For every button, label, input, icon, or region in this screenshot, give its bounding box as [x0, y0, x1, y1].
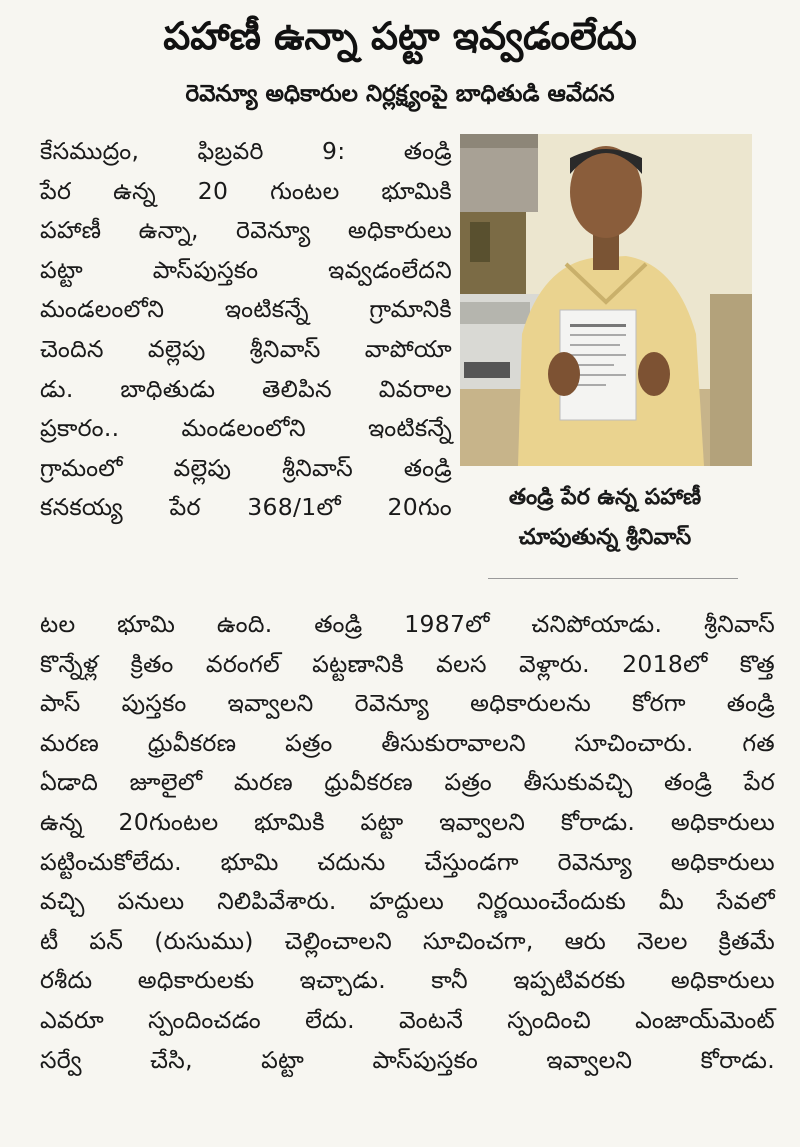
text-line: చెందిన వల్లెపు శ్రీనివాస్ వాపోయా: [40, 334, 452, 363]
text-line: రశీదు అధికారులకు ఇచ్చాడు. కానీ ఇప్పటివరకు అధికారులు: [40, 966, 775, 995]
text-line: పట్టించుకోలేదు. భూమి చదును చేస్తుండగా రెవెన్యూ అధికారులు: [40, 847, 775, 876]
caption-line: చూపుతున్న శ్రీనివాస్: [518, 525, 692, 550]
text-line: పేర ఉన్న 20 గుంటల భూమికి: [40, 176, 452, 205]
photo-illustration: [460, 134, 752, 466]
text-line: టీ పన్ (రుసుము) చెల్లించాలని సూచించగా, ఆరు నెలల క్రితమే: [40, 926, 775, 955]
text-line: మండలంలోని ఇంటికన్నే గ్రామానికి: [40, 295, 452, 324]
text-line: డు. బాధితుడు తెలిపిన వివరాల: [40, 374, 452, 403]
subheadline: రెవెన్యూ అధికారుల నిర్లక్ష్యంపై బాధితుడి ఆవేదన: [185, 81, 615, 107]
article-full-width-text: [40, 605, 775, 1080]
text-line: ఎవరూ స్పందించడం లేదు. వెంటనే స్పందించి ఎంజాయ్‌మెంట్: [40, 1005, 775, 1034]
text-line: కనకయ్య పేర 368/1లో 20గుం: [40, 493, 452, 522]
text-line: గ్రామంలో వల్లెపు శ్రీనివాస్ తండ్రి: [40, 453, 452, 482]
text-line: పాస్ పుస్తకం ఇవ్వాలని రెవెన్యూ అధికారులను కోరగా తండ్రి: [40, 689, 775, 718]
headline: పహాణీ ఉన్నా పట్టా ఇవ్వడంలేదు: [163, 14, 637, 58]
photo-caption: [470, 478, 740, 558]
text-line: పట్టా పాస్‌పుస్తకం ఇవ్వడంలేదని: [40, 255, 452, 284]
text-line: కొన్నేళ్ల క్రితం వరంగల్ పట్టణానికి వలస వెళ్లారు. 2018లో కొత్త: [40, 649, 775, 678]
text-line: ప్రకారం.. మండలంలోని ఇంటికన్నే: [40, 414, 452, 443]
news-photo: [460, 134, 752, 466]
text-line: సర్వే చేసి, పట్టా పాస్‌పుస్తకం ఇవ్వాలని కోరాడు.: [40, 1045, 775, 1074]
article-column-text: [40, 132, 452, 528]
text-line: పహాణీ ఉన్నా, రెవెన్యూ అధికారులు: [40, 216, 452, 245]
text-line: ఏడాది జూలైలో మరణ ధ్రువీకరణ పత్రం తీసుకువచ్చి తండ్రి పేర: [40, 768, 775, 797]
text-line: టల భూమి ఉంది. తండ్రి 1987లో చనిపోయాడు. శ్రీనివాస్: [40, 610, 775, 638]
caption-divider: [488, 578, 738, 579]
text-line: మరణ ధ్రువీకరణ పత్రం తీసుకురావాలని సూచించారు. గత: [40, 728, 775, 757]
text-line: వచ్చి పనులు నిలిపివేశారు. హద్దులు నిర్ణయించేందుకు మీ సేవలో: [40, 887, 775, 916]
text-line: కేసముద్రం, ఫిబ్రవరి 9: తండ్రి: [40, 137, 452, 165]
text-line: ఉన్న 20గుంటల భూమికి పట్టా ఇవ్వాలని కోరాడు. అధికారులు: [40, 807, 775, 836]
caption-line: తండ్రి పేర ఉన్న పహాణీ: [508, 485, 702, 510]
